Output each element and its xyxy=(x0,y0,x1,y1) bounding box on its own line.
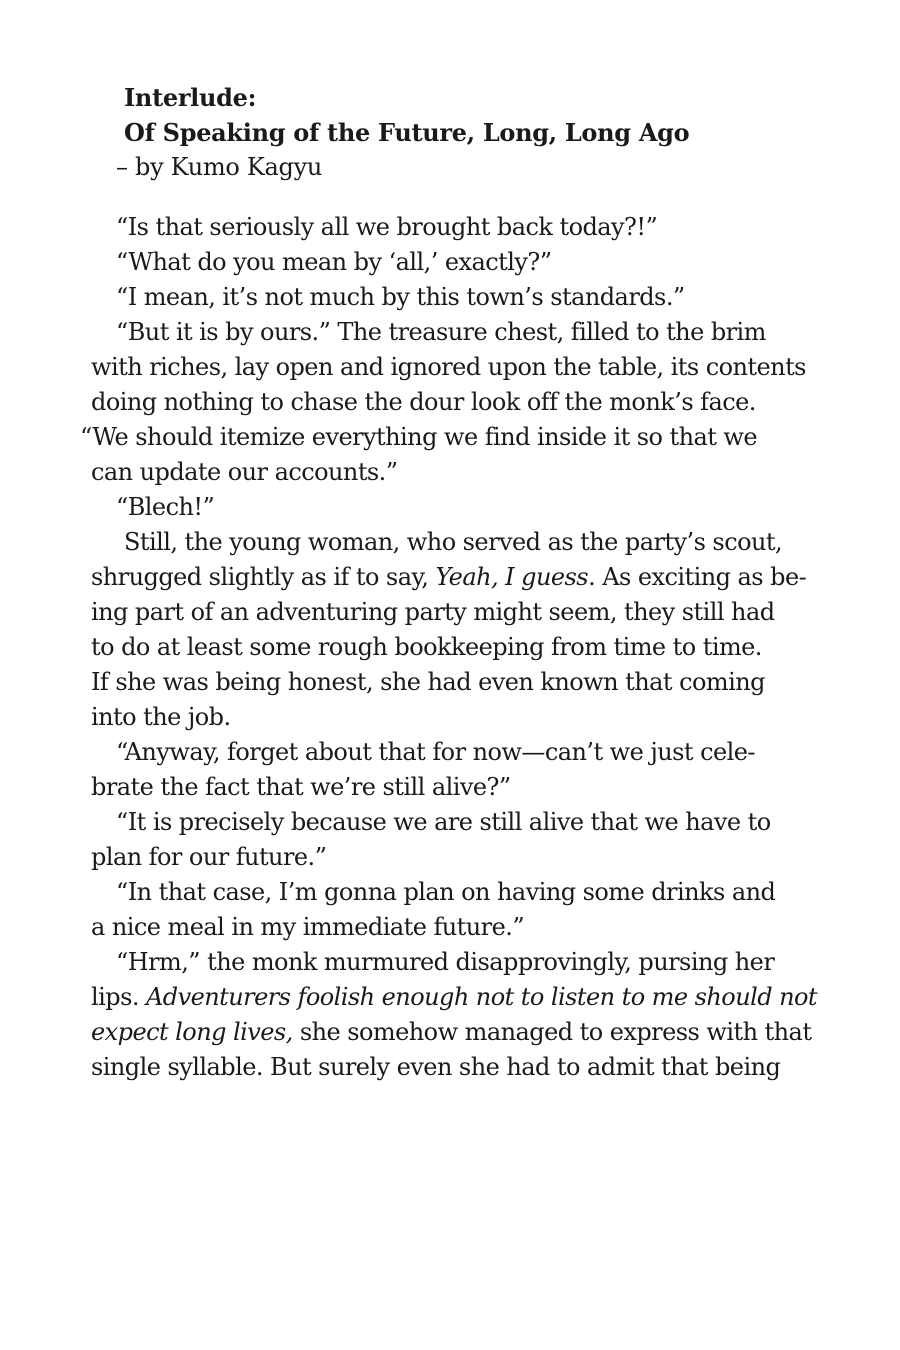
text-segment: lips. xyxy=(91,983,146,1011)
text-line xyxy=(116,945,774,980)
text-segment: “I mean, it’s not much by this town’s standards.” xyxy=(116,283,685,311)
text-line xyxy=(116,490,214,525)
text-segment: “Anyway, forget about that for now—can’t we just cele- xyxy=(116,738,755,766)
italic-text: Yeah, I guess xyxy=(435,563,589,591)
text-line xyxy=(91,665,765,700)
text-segment: “What do you mean by ‘all,’ exactly?” xyxy=(116,248,552,276)
chapter-title: Of Speaking of the Future, Long, Long Ago xyxy=(124,118,690,147)
text-line xyxy=(91,770,511,805)
text-segment: “Blech!” xyxy=(116,493,215,521)
text-segment: to do at least some rough bookkeeping from time to time. xyxy=(91,633,762,661)
italic-text: expect long lives, xyxy=(91,1018,293,1046)
text-line xyxy=(91,350,806,385)
text-segment: “Is that seriously all we brought back today?!” xyxy=(116,213,658,241)
chapter-heading xyxy=(116,80,804,185)
text-line xyxy=(91,700,231,735)
text-line xyxy=(116,735,755,770)
text-segment: “But it is by ours.” The treasure chest, filled to the brim xyxy=(116,318,766,346)
text-segment: doing nothing to chase the dour look off the monk’s face. xyxy=(91,388,756,416)
text-line xyxy=(116,280,685,315)
text-line xyxy=(91,1050,780,1085)
text-segment: can update our accounts.” xyxy=(91,458,398,486)
text-segment: Still, the young woman, who served as the party’s scout, xyxy=(124,528,783,556)
text-line xyxy=(91,455,397,490)
text-line xyxy=(91,595,775,630)
text-line xyxy=(91,630,762,665)
text-segment: into the job. xyxy=(91,703,231,731)
text-segment: she somehow managed to express with that xyxy=(292,1018,812,1046)
text-segment: ing part of an adventuring party might seem, they still had xyxy=(91,598,775,626)
text-segment: a nice meal in my immediate future.” xyxy=(91,913,525,941)
text-line xyxy=(91,840,326,875)
text-segment: “We should itemize everything we find inside it so that we xyxy=(80,423,758,451)
text-segment: single syllable. But surely even she had to admit that being xyxy=(91,1053,781,1081)
chapter-label: Interlude: xyxy=(124,83,257,112)
text-line xyxy=(91,910,524,945)
text-line xyxy=(116,315,766,350)
text-line xyxy=(116,210,657,245)
text-segment: “In that case, I’m gonna plan on having some drinks and xyxy=(116,878,776,906)
text-line xyxy=(124,525,782,560)
text-line xyxy=(116,875,775,910)
text-line xyxy=(116,245,551,280)
author-byline: – by Kumo Kagyu xyxy=(116,153,322,181)
text-line xyxy=(116,805,771,840)
text-segment: “Hrm,” the monk murmured disapprovingly, pursing her xyxy=(116,948,775,976)
italic-text: Adventurers foolish enough not to listen to me should not xyxy=(146,983,818,1011)
text-segment: If she was being honest, she had even known that coming xyxy=(91,668,765,696)
text-line xyxy=(91,385,756,420)
text-line xyxy=(91,560,806,595)
text-segment: . As exciting as be- xyxy=(588,563,807,591)
text-line xyxy=(91,1015,811,1050)
text-line xyxy=(91,980,817,1015)
text-line xyxy=(80,420,757,455)
text-segment: shrugged slightly as if to say, xyxy=(91,563,436,591)
text-segment: plan for our future.” xyxy=(91,843,327,871)
text-segment: “It is precisely because we are still alive that we have to xyxy=(116,808,771,836)
text-segment: brate the fact that we’re still alive?” xyxy=(91,773,511,801)
text-segment: with riches, lay open and ignored upon the table, its contents xyxy=(91,353,806,381)
